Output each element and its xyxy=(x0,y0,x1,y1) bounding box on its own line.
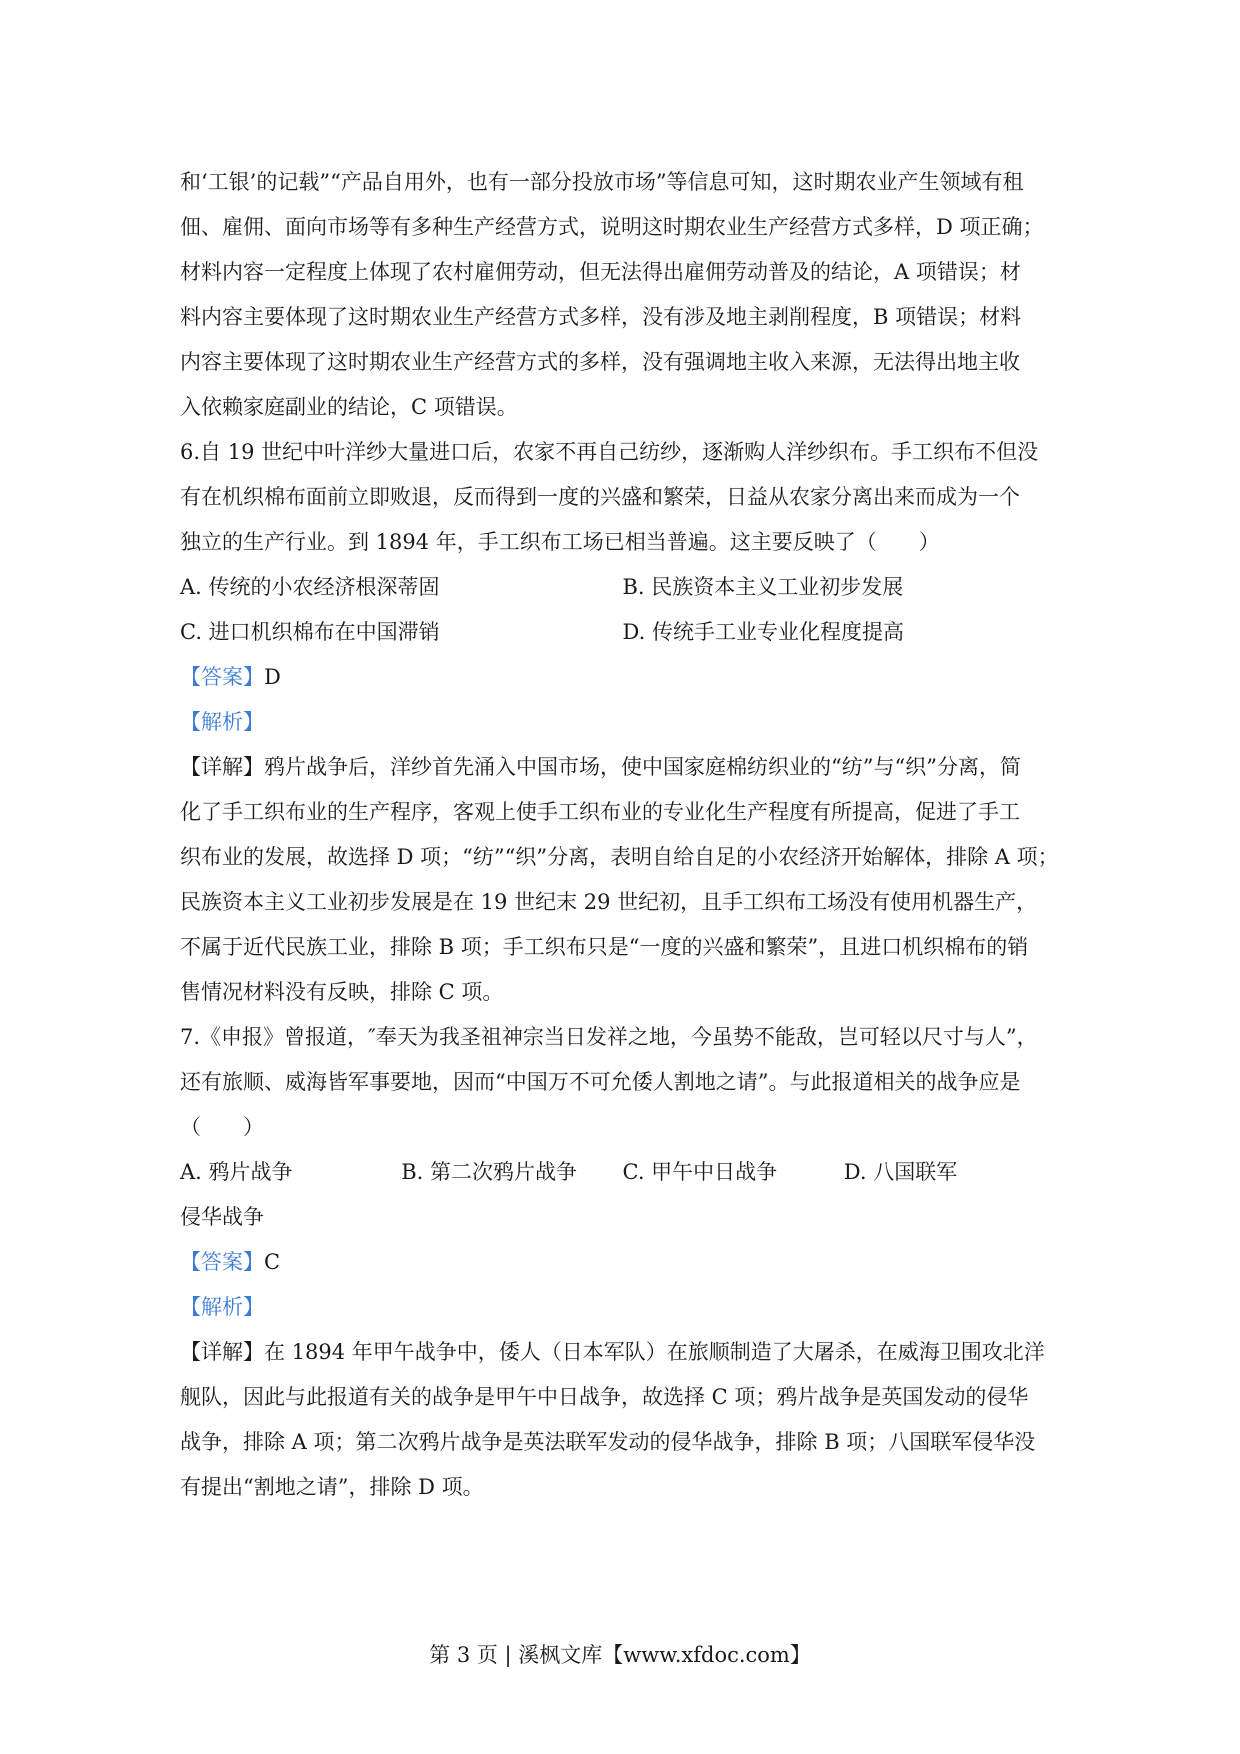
q5-analysis-line: 材料内容一定程度上体现了农村雇佣劳动，但无法得出雇佣劳动普及的结论，A 项错误；材 xyxy=(180,260,1021,284)
q7-stem-line: 7.《申报》曾报道，″奉天为我圣祖神宗当日发祥之地，今虽势不能敌，岂可轻以尺寸与人”， xyxy=(180,1025,1038,1049)
analysis-label: 【解析】 xyxy=(180,710,264,734)
q5-analysis-line: 和‘工银’的记载”“产品自用外，也有一部分投放市场”等信息可知，这时期农业产生领域有租 xyxy=(180,170,1024,194)
page-footer: 第 3 页 | 溪枫文库【www.xfdoc.com】 xyxy=(429,1643,811,1667)
answer-label: 【答案】 xyxy=(180,1250,264,1274)
q6-options-row xyxy=(180,565,1065,610)
q6-option-d: D. 传统手工业专业化程度提高 xyxy=(622,620,904,644)
q7-option-c: C. 甲午中日战争 xyxy=(622,1160,778,1184)
q5-analysis-line: 佃、雇佣、面向市场等有多种生产经营方式，说明这时期农业生产经营方式多样，D 项正确； xyxy=(180,215,1044,239)
q6-detail-line: 织布业的发展，故选择 D 项；“纺”“织”分离，表明自给自足的小农经济开始解体，排除 A 项； xyxy=(180,845,1059,869)
q7-detail-line: 战争，排除 A 项；第二次鸦片战争是英法联军发动的侵华战争，排除 B 项；八国联军侵华没 xyxy=(180,1430,1036,1454)
detail-text: 鸦片战争后，洋纱首先涌入中国市场，使中国家庭棉纺织业的“纺”与“织”分离，简 xyxy=(264,755,1021,779)
q7-analysis-heading xyxy=(180,1285,1065,1330)
q6-answer xyxy=(180,655,1065,700)
q7-options-row xyxy=(180,1150,1065,1195)
q7-detail-line: 有提出“割地之请”，排除 D 项。 xyxy=(180,1475,484,1499)
answer-label: 【答案】 xyxy=(180,665,264,689)
q6-option-b: B. 民族资本主义工业初步发展 xyxy=(622,575,904,599)
q6-stem-line: 有在机织棉布面前立即败退，反而得到一度的兴盛和繁荣，日益从农家分离出来而成为一个 xyxy=(180,485,1020,509)
q6-detail-line xyxy=(180,745,1065,790)
q5-analysis-line: 料内容主要体现了这时期农业生产经营方式多样，没有涉及地主剥削程度，B 项错误；材料 xyxy=(180,305,1022,329)
q7-option-d: D. 八国联军 xyxy=(843,1160,958,1184)
q7-detail-line xyxy=(180,1330,1065,1375)
q6-detail-line: 售情况材料没有反映，排除 C 项。 xyxy=(180,980,504,1004)
detail-label: 【详解】 xyxy=(180,755,264,779)
q6-stem-line: 独立的生产行业。到 1894 年，手工织布工场已相当普遍。这主要反映了（ ） xyxy=(180,530,940,554)
q6-option-c: C. 进口机织棉布在中国滞销 xyxy=(180,620,440,644)
q6-analysis-heading xyxy=(180,700,1065,745)
q6-stem-line: 6.自 19 世纪中叶洋纱大量进口后，农家不再自己纺纱，逐渐购人洋纱织布。手工织布不但没 xyxy=(180,440,1039,464)
q6-detail-line: 民族资本主义工业初步发展是在 19 世纪末 29 世纪初，且手工织布工场没有使用机器生产， xyxy=(180,890,1038,914)
q7-stem-line: （ ） xyxy=(180,1115,264,1139)
q6-options-row xyxy=(180,610,1065,655)
answer-value: C xyxy=(264,1250,281,1274)
q7-option-b: B. 第二次鸦片战争 xyxy=(401,1160,578,1184)
page-content xyxy=(180,160,1065,1510)
q7-answer xyxy=(180,1240,1065,1285)
q7-detail-line: 舰队，因此与此报道有关的战争是甲午中日战争，故选择 C 项；鸦片战争是英国发动的侵华 xyxy=(180,1385,1029,1409)
detail-label: 【详解】 xyxy=(180,1340,264,1364)
q5-analysis-line: 内容主要体现了这时期农业生产经营方式的多样，没有强调地主收入来源，无法得出地主收 xyxy=(180,350,1020,374)
q7-stem-line: 还有旅顺、威海皆军事要地，因而“中国万不可允倭人割地之请”。与此报道相关的战争应是 xyxy=(180,1070,1021,1094)
q6-detail-line: 不属于近代民族工业，排除 B 项；手工织布只是“一度的兴盛和繁荣”，且进口机织棉布的销 xyxy=(180,935,1029,959)
q6-option-a: A. 传统的小农经济根深蒂固 xyxy=(180,575,440,599)
q6-detail-line: 化了手工织布业的生产程序，客观上使手工织布业的专业化生产程度有所提高，促进了手工 xyxy=(180,800,1020,824)
answer-value: D xyxy=(264,665,281,689)
q7-option-d-wrap: 侵华战争 xyxy=(180,1205,264,1229)
q7-option-a: A. 鸦片战争 xyxy=(180,1160,293,1184)
q5-analysis-line: 入依赖家庭副业的结论，C 项错误。 xyxy=(180,395,518,419)
analysis-label: 【解析】 xyxy=(180,1295,264,1319)
detail-text: 在 1894 年甲午战争中，倭人（日本军队）在旅顺制造了大屠杀，在威海卫围攻北洋 xyxy=(264,1340,1045,1364)
